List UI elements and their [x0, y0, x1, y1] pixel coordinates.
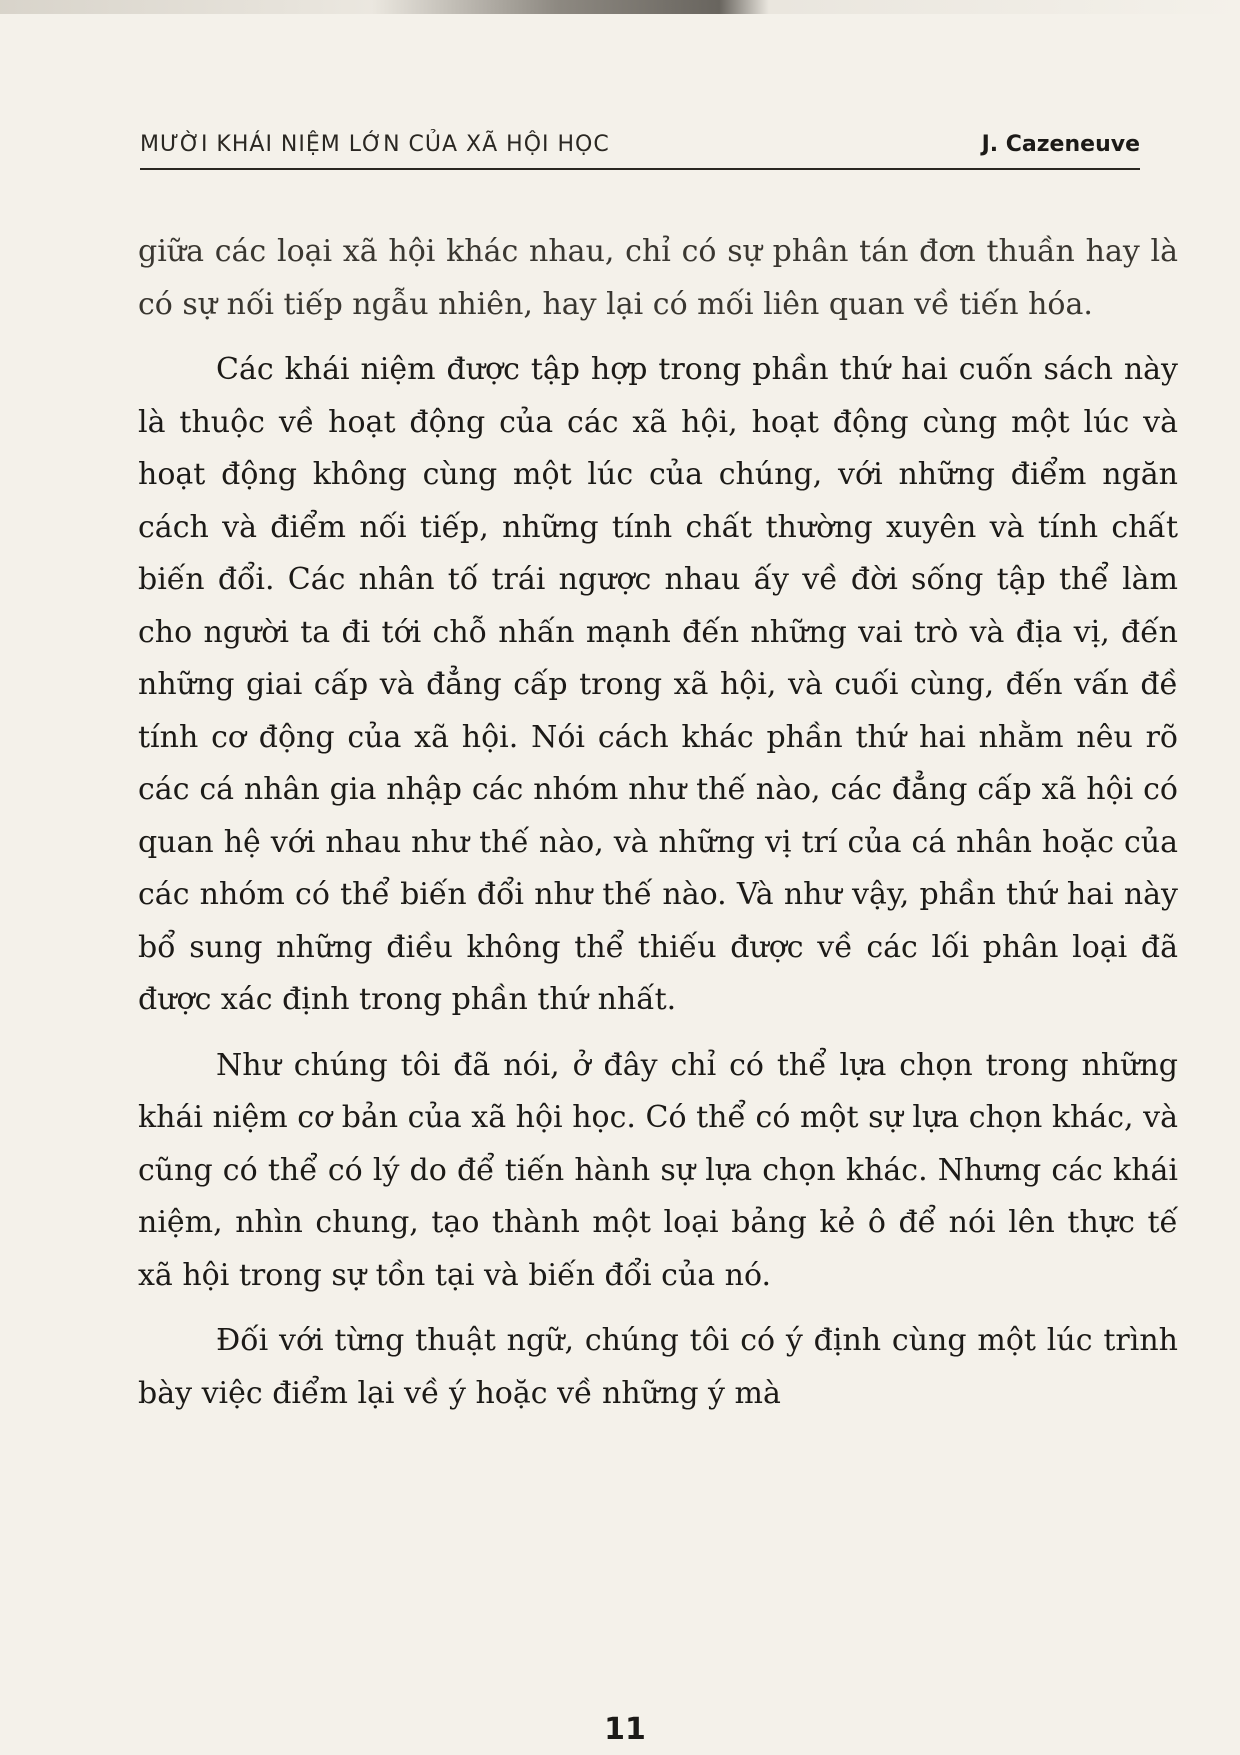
paragraph: Đối với từng thuật ngữ, chúng tôi có ý định cùng một lúc trình bày việc điểm lại về ý hoặc về những ý mà — [138, 1323, 1178, 1411]
running-header — [140, 128, 1140, 170]
page-number: 11 — [604, 1712, 646, 1747]
paragraph: Như chúng tôi đã nói, ở đây chỉ có thể lựa chọn trong những khái niệm cơ bản của xã hội học. Có thể có một sự lựa chọn khác, và cũng có thể có lý do để tiến hành sự lựa chọn khác. Nhưng các khái niệm, nhìn chung, tạo thành một loại bảng kẻ ô để nói lên thực tế xã hội trong sự tồn tại và biến đổi của nó. — [138, 1047, 1178, 1293]
scan-top-edge — [0, 0, 1240, 14]
author-name: J. Cazeneuve — [981, 132, 1140, 157]
book-title: MƯỜI KHÁI NIỆM LỚN CỦA XÃ HỘI HỌC — [140, 132, 610, 157]
page-body — [138, 226, 1178, 1433]
paragraph: Các khái niệm được tập hợp trong phần thứ hai cuốn sách này là thuộc về hoạt động của các xã hội, hoạt động cùng một lúc và hoạt động không cùng một lúc của chúng, với những điểm ngăn cách và điểm nối tiếp, những tính chất thường xuyên và tính chất biến đổi. Các nhân tố trái ngược nhau ấy về đời sống tập thể làm cho người ta đi tới chỗ nhấn mạnh đến những vai trò và địa vị, đến những giai cấp và đẳng cấp trong xã hội, và cuối cùng, đến vấn đề tính cơ động của xã hội. Nói cách khác phần thứ hai nhằm nêu rõ các cá nhân gia nhập các nhóm như thế nào, các đẳng cấp xã hội có quan hệ với nhau như thế nào, và những vị trí của cá nhân hoặc của các nhóm có thể biến đổi như thế nào. Và như vậy, phần thứ hai này bổ sung những điều không thể thiếu được về các lối phân loại đã được xác định trong phần thứ nhất. — [138, 352, 1178, 1017]
paragraph-continued: giữa các loại xã hội khác nhau, chỉ có sự phân tán đơn thuần hay là có sự nối tiếp ngẫu nhiên, hay lại có mối liên quan về tiến hóa. — [138, 234, 1178, 322]
